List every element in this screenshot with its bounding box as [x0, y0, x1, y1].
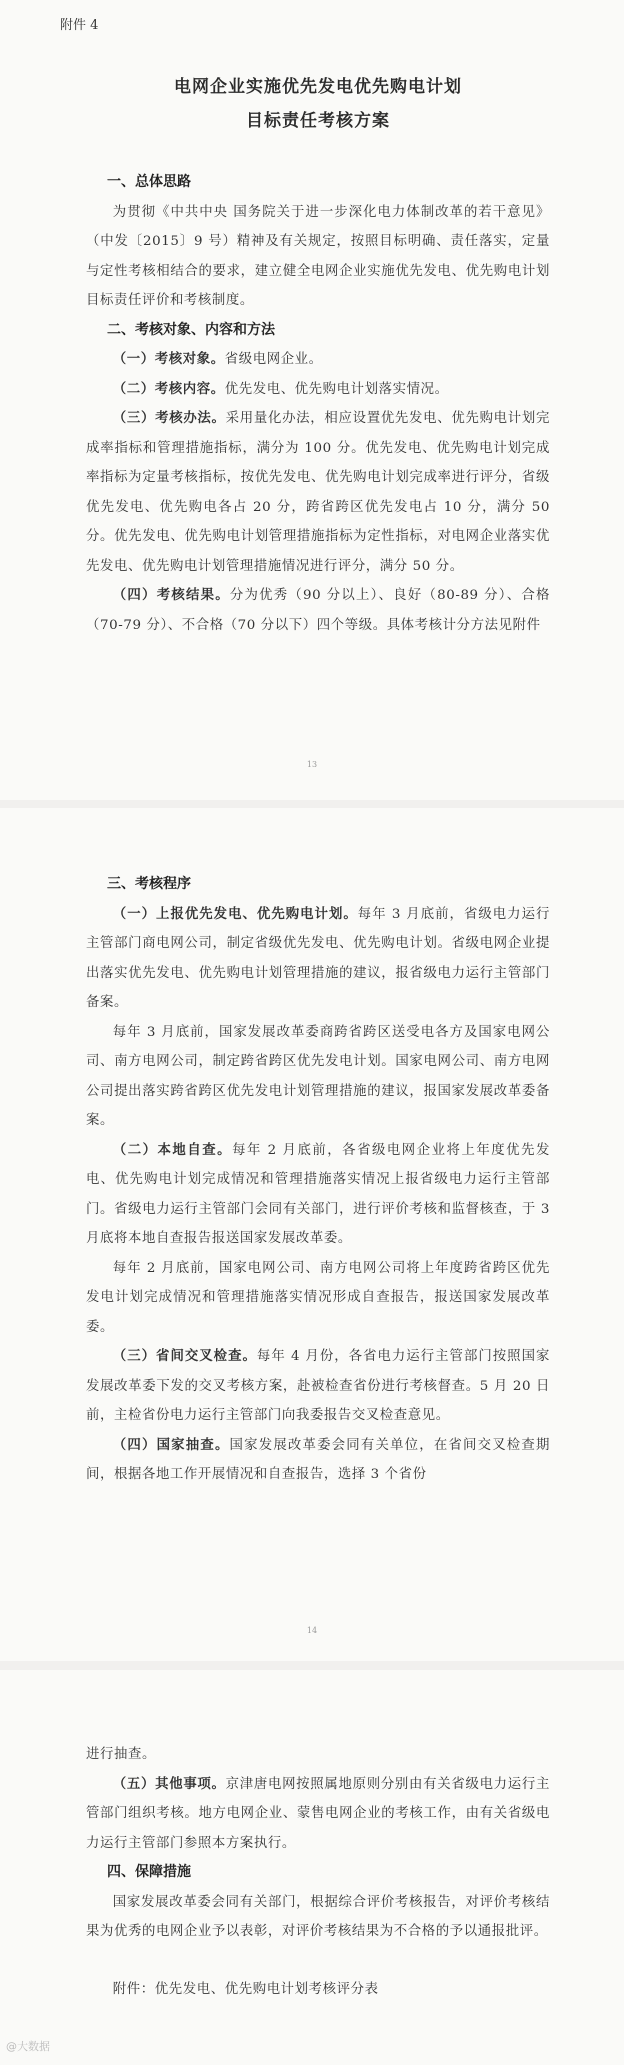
paragraph: 为贯彻《中共中央 国务院关于进一步深化电力体制改革的若干意见》（中发〔2015〕9 号）精神及有关规定，按照目标明确、责任落实，定量与定性考核相结合的要求，建立健全电网企业实施优先发电、优先购电计划目标责任评价和考核制度。 [86, 204, 550, 308]
paragraph: 每年 2 月底前，国家电网公司、南方电网公司将上年度跨省跨区优先发电计划完成情况和管理措施落实情况形成自查报告，报送国家发展改革委。 [86, 1260, 550, 1335]
page-number: 14 [306, 1626, 318, 1635]
section-heading-4: 四、保障措施 [107, 1864, 191, 1880]
item-label: （三）省间交叉检查。 [112, 1348, 257, 1364]
item-label: （四）国家抽查。 [112, 1436, 230, 1453]
paragraph: 每年 3 月底前，国家发展改革委商跨省跨区送受电各方及国家电网公司、南方电网公司，制定跨省跨区优先发电计划。国家电网公司、南方电网公司提出落实跨省跨区优先发电计划管理措施的建议，报国家发展改革委备案。 [86, 1024, 550, 1128]
attachment-label: 附件 4 [60, 18, 99, 33]
item-text: 京津唐电网按照属地原则分别由有关省级电力运行主管部门组织考核。地方电网企业、蒙售电网企业的考核工作，由有关省级电力运行主管部门参照本方案执行。 [86, 1776, 550, 1851]
item-label: （一）上报优先发电、优先购电计划。 [112, 905, 358, 922]
item-label: （三）考核办法。 [112, 410, 226, 426]
item-label: （五）其他事项。 [112, 1775, 226, 1792]
doc-title-line-2: 目标责任考核方案 [246, 111, 390, 131]
item-label: （四）考核结果。 [112, 587, 230, 603]
item-text: 省级电网企业。 [224, 352, 323, 367]
section-heading-1: 一、总体思路 [107, 174, 191, 190]
section-heading-2: 二、考核对象、内容和方法 [107, 321, 275, 338]
paragraph [86, 404, 550, 581]
item-label: （二）考核内容。 [112, 380, 225, 397]
paragraph: 国家发展改革委会同有关部门，根据综合评价考核报告，对评价考核结果为优秀的电网企业予以表彰，对评价考核结果为不合格的予以通报批评。 [86, 1894, 550, 1939]
paragraph [86, 1136, 550, 1254]
section-heading-3: 三、考核程序 [107, 876, 191, 892]
page-number: 13 [306, 760, 318, 769]
document-page-2 [0, 808, 624, 1661]
paragraph [86, 581, 550, 640]
doc-title-line-1: 电网企业实施优先发电优先购电计划 [174, 77, 462, 97]
paragraph: 进行抽查。 [86, 1747, 156, 1762]
paragraph [86, 1770, 550, 1859]
paragraph [86, 1342, 550, 1431]
paragraph [86, 1431, 550, 1490]
item-text: 国家发展改革委会同有关单位，在省间交叉检查期间，根据各地工作开展情况和自查报告，选择 3 个省份 [86, 1437, 550, 1482]
item-label: （二）本地自查。 [112, 1141, 233, 1158]
item-text: 每年 3 月底前，省级电力运行主管部门商电网公司，制定省级优先发电、优先购电计划。省级电网企业提出落实优先发电、优先购电计划管理措施的建议，报省级电力运行主管部门备案。 [86, 906, 550, 1010]
watermark: @大数据 [6, 2040, 50, 2053]
item-text: 采用量化办法，相应设置优先发电、优先购电计划完成率指标和管理措施指标，满分为 100 分。优先发电、优先购电计划完成率指标为定量考核指标，按优先发电、优先购电计划完成率进行评分，省级优先发电、优先购电各占 20 分，跨省跨区优先发电占 10 分，满分 50 分。优先发电、优先购电计划管理措施指标为定性指标，对电网企业落实优先发电、优先购电计划管理措施情况进行评分，满分 50 分。 [86, 411, 550, 574]
document-page-3 [0, 1670, 624, 2065]
item-text: 分为优秀（90 分以上）、良好（80-89 分）、合格（70-79 分）、不合格（70 分以下）四个等级。具体考核计分方法见附件 [86, 588, 550, 633]
paragraph [86, 375, 550, 405]
document-page-1 [0, 0, 624, 800]
paragraph [86, 345, 550, 375]
item-label: （一）考核对象。 [112, 351, 225, 367]
item-text: 每年 4 月份，各省电力运行主管部门按照国家发展改革委下发的交叉考核方案，赴被检查省份进行考核督查。5 月 20 日前，主检省份电力运行主管部门向我委报告交叉检查意见。 [86, 1349, 551, 1423]
appendix-note: 附件：优先发电、优先购电计划考核评分表 [112, 1981, 379, 1997]
item-text: 每年 2 月底前，各省级电网企业将上年度优先发电、优先购电计划完成情况和管理措施落实情况上报省级电力运行主管部门。省级电力运行主管部门会同有关部门，进行评价考核和监督核查，于 3 月底将本地自查报告报送国家发展改革委。 [86, 1142, 550, 1246]
paragraph [86, 900, 550, 1018]
item-text: 优先发电、优先购电计划落实情况。 [224, 381, 449, 397]
